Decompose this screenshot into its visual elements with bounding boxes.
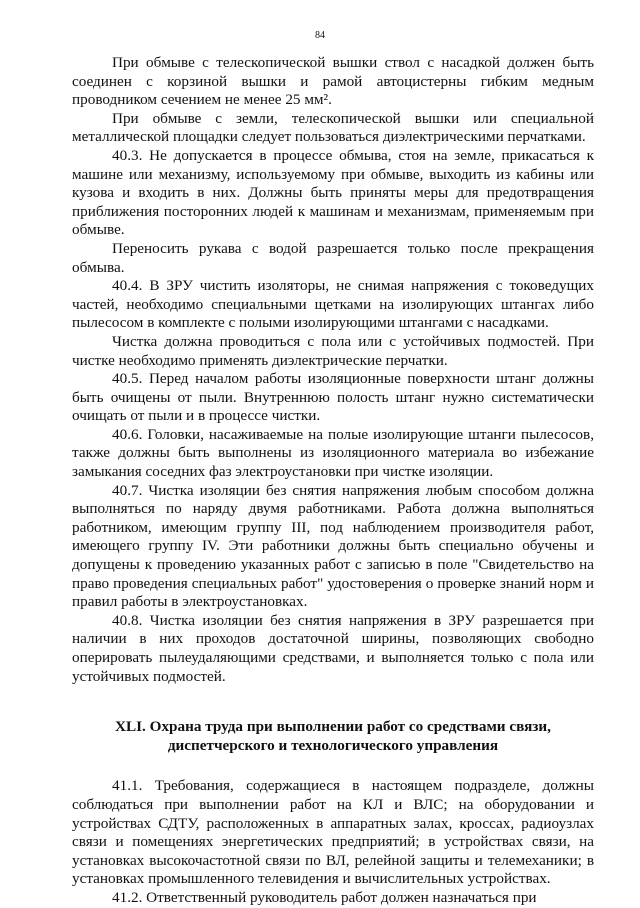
- paragraph-41-1: 41.1. Требования, содержащиеся в настоящем подразделе, должны соблюдаться при выполнении работ на КЛ и ВЛС; на оборудовании и устройствах СДТУ, расположенных в аппаратных залах, кроссах, радиоузлах связи и помещениях энергетических предприятий; в устройствах связи, на установках высокочастотной связи по ВЛ, релейной защиты и телемеханики; в установках промышленного телевидения и вычислительных устройствах.: [72, 777, 594, 888]
- paragraph-40-3: 40.3. Не допускается в процессе обмыва, стоя на земле, прикасаться к машине или механизму, используемому при обмыве, выходить из кабины или кузова и входить в них. Должны быть приняты меры для предотвращения приближения посторонних людей к машинам и механизмам, применяемым при обмыве.: [72, 146, 594, 239]
- document-body: [72, 54, 594, 908]
- paragraph-hoses: Переносить рукава с водой разрешается только после прекращения обмыва.: [72, 239, 594, 276]
- paragraph-grounding-conductor: При обмыве с телескопической вышки ствол с насадкой должен быть соединен с корзиной вышки и рамой автоцистерны гибким медным проводником сечением не менее 25 мм².: [72, 54, 594, 109]
- paragraph-41-2: 41.2. Ответственный руководитель работ должен назначаться при: [112, 888, 537, 906]
- paragraph-40-5: 40.5. Перед началом работы изоляционные поверхности штанг должны быть очищены от пыли. Внутреннюю полость штанг нужно систематически очищать от пыли и в процессе чистки.: [72, 370, 594, 425]
- paragraph-40-4: 40.4. В ЗРУ чистить изоляторы, не снимая напряжения с токоведущих частей, необходимо специальными щетками на изолирующих штангах либо пылесосом в комплекте с полыми изолирующими штангами с насадками.: [72, 277, 594, 332]
- paragraph-dielectric-gloves: При обмыве с земли, телескопической вышки или специальной металлической площадки следует пользоваться диэлектрическими перчатками.: [72, 109, 594, 146]
- page-number: 84: [315, 30, 325, 41]
- paragraph-40-7: 40.7. Чистка изоляции без снятия напряжения любым способом должна выполняться по наряду двумя работниками. Работа должна выполняться работником, имеющим группу III, под наблюдением производителя работ, имеющего группу IV. Эти работники должны быть специально обучены и допущены к проведению указанных работ с записью в поле "Свидетельство на право проведения специальных работ" удостоверения о проверке знаний норм и правил работы в электроустановках.: [72, 481, 594, 611]
- section-heading: [72, 718, 594, 755]
- paragraph-40-8: 40.8. Чистка изоляции без снятия напряжения в ЗРУ разрешается при наличии в них проходов достаточной ширины, позволяющих свободно оперировать пылеудаляющими средствами, и выполняется только с пола или устойчивых подмостей.: [72, 611, 594, 685]
- section-heading-line-2: диспетчерского и технологического управления: [167, 736, 499, 754]
- section-heading-line-1: XLI. Охрана труда при выполнении работ со средствами связи,: [115, 718, 551, 736]
- paragraph-40-6: 40.6. Головки, насаживаемые на полые изолирующие штанги пылесосов, также должны быть выполнены из изоляционного материала во избежание замыкания соседних фаз электроустановки при чистке изоляции.: [72, 425, 594, 481]
- paragraph-cleaning-floor: Чистка должна проводиться с пола или с устойчивых подмостей. При чистке необходимо применять диэлектрические перчатки.: [72, 332, 594, 369]
